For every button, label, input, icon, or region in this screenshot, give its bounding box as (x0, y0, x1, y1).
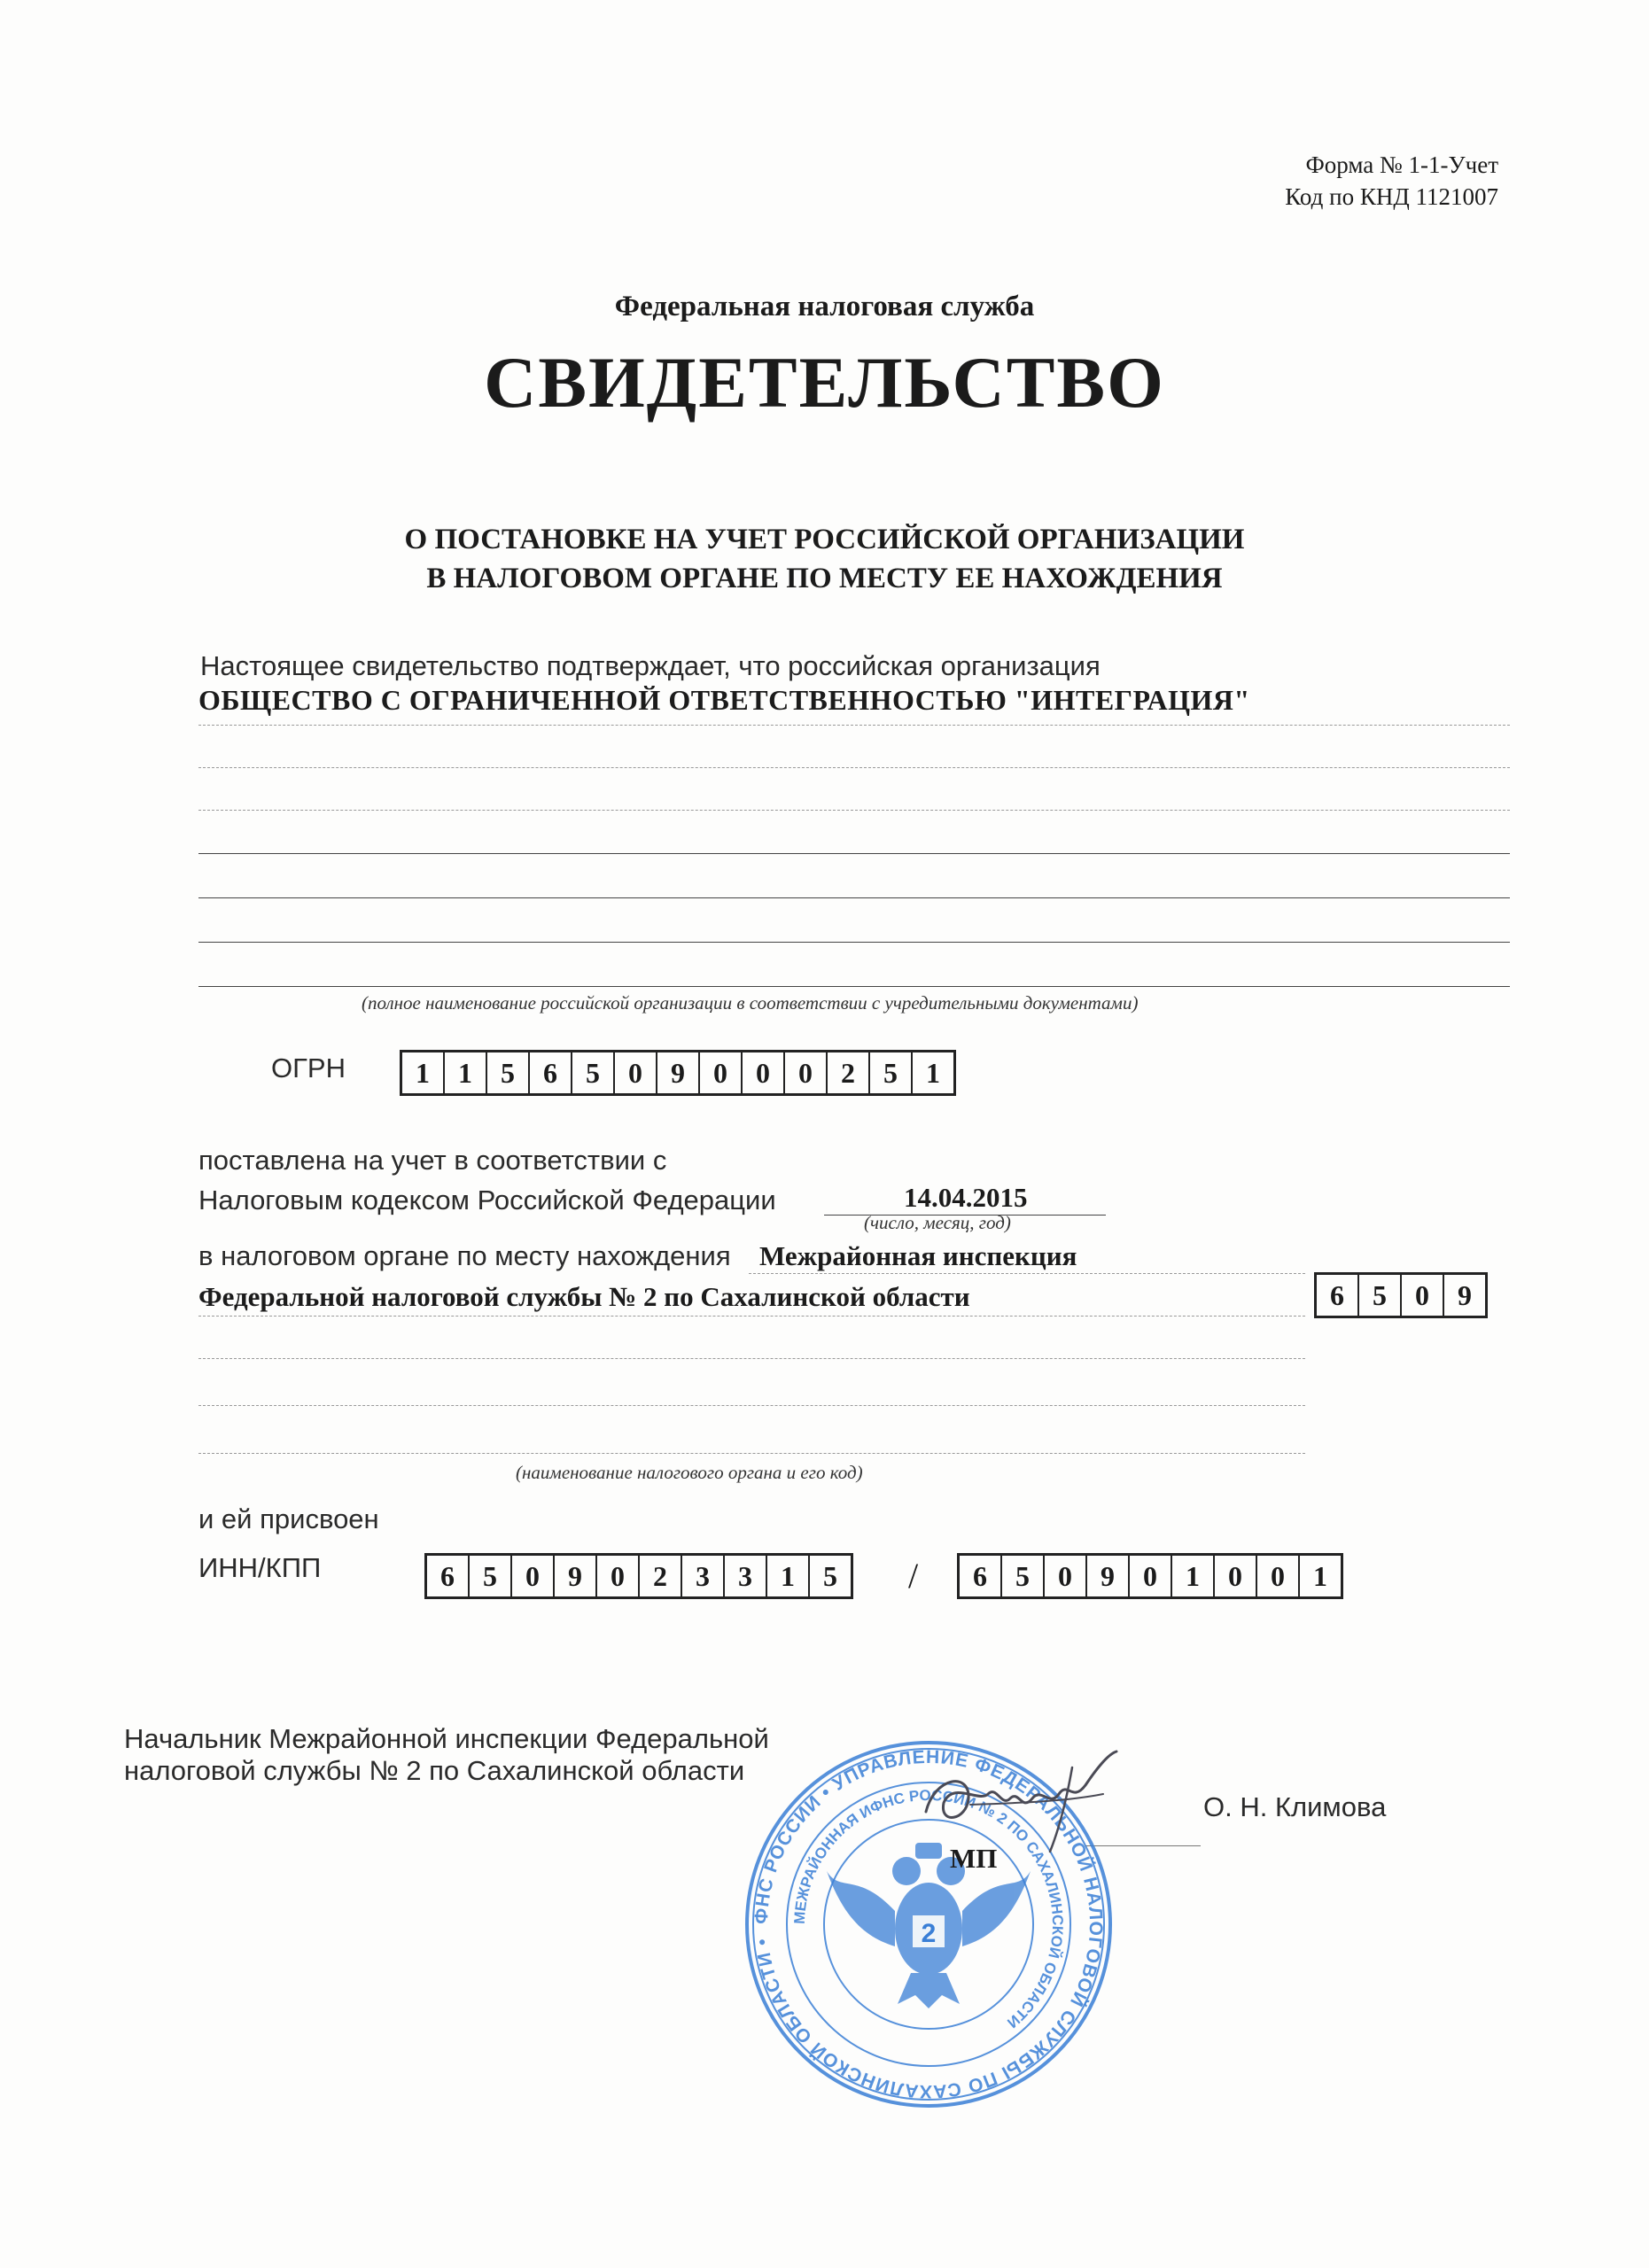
ogrn-label: ОГРН (271, 1052, 346, 1084)
place-label: в налоговом органе по месту нахождения (198, 1240, 731, 1271)
inn-kpp-separator: / (908, 1556, 919, 1596)
signatory-name: О. Н. Климова (1203, 1791, 1387, 1822)
handwritten-signature (917, 1750, 1121, 1856)
confirm-text: Настоящее свидетельство подтверждает, что российская организация (200, 650, 1101, 681)
ogrn-digit-6: 0 (615, 1052, 657, 1093)
authority-code-digit-4: 9 (1458, 1278, 1472, 1311)
kpp-digit-7: 0 (1215, 1556, 1257, 1596)
authority-code-digit-2: 5 (1359, 1275, 1402, 1316)
inn-cells (424, 1553, 853, 1599)
kpp-cells (957, 1553, 1343, 1599)
ogrn-digit-13: 1 (926, 1056, 940, 1089)
ogrn-digit-2: 1 (445, 1052, 487, 1093)
authority-code-digit-3: 0 (1402, 1275, 1444, 1316)
org-name-line-6 (198, 942, 1510, 943)
document-subtitle (0, 520, 1649, 598)
org-name-line-4 (198, 853, 1510, 854)
org-name-line-1 (198, 725, 1510, 726)
ogrn-digit-7: 9 (657, 1052, 700, 1093)
ogrn-digit-11: 2 (828, 1052, 870, 1093)
inn-digit-9: 1 (767, 1556, 810, 1596)
signatory-position-line-2: налоговой службы № 2 по Сахалинской области (124, 1755, 745, 1786)
authority-name-part-2: Федеральной налоговой службы № 2 по Сахалинской области (198, 1281, 970, 1312)
stamp-outer-text: ФНС РОССИИ • УПРАВЛЕНИЕ ФЕДЕРАЛЬНОЙ НАЛОГОВОЙ СЛУЖБЫ ПО САХАЛИНСКОЙ ОБЛАСТИ • (751, 1746, 1107, 2102)
signatory-position-line-1: Начальник Межрайонной инспекции Федеральной (124, 1723, 769, 1754)
authority-line-2 (198, 1358, 1305, 1359)
ogrn-cells (400, 1050, 956, 1096)
inn-digit-4: 9 (555, 1556, 597, 1596)
kpp-digit-6: 1 (1172, 1556, 1215, 1596)
ogrn-digit-12: 5 (870, 1052, 913, 1093)
authority-line-1 (198, 1316, 1305, 1317)
authority-line-top (749, 1273, 1305, 1274)
authority-name-part-1: Межрайонная инспекция (759, 1240, 1077, 1271)
subtitle-line-2: В НАЛОГОВОМ ОРГАНЕ ПО МЕСТУ ЕЕ НАХОЖДЕНИЯ (426, 563, 1223, 594)
inn-digit-1: 6 (427, 1556, 470, 1596)
org-name-line-7 (198, 986, 1510, 987)
form-number: Форма № 1-1-Учет (1305, 151, 1498, 178)
registration-line-1: поставлена на учет в соответствии с (198, 1145, 667, 1176)
ogrn-digit-3: 5 (487, 1052, 530, 1093)
inn-digit-7: 3 (682, 1556, 725, 1596)
inn-digit-2: 5 (470, 1556, 512, 1596)
org-name-line-5 (198, 897, 1510, 898)
inn-kpp-label: ИНН/КПП (198, 1552, 322, 1583)
ogrn-digit-5: 5 (572, 1052, 615, 1093)
authority-caption: (наименование налогового органа и его код) (516, 1462, 863, 1483)
inn-digit-8: 3 (725, 1556, 767, 1596)
authority-code-cells (1314, 1272, 1488, 1318)
kpp-digit-4: 9 (1087, 1556, 1130, 1596)
authority-line-4 (198, 1453, 1305, 1454)
ogrn-digit-10: 0 (785, 1052, 828, 1093)
date-caption: (число, месяц, год) (864, 1212, 1011, 1233)
organization-name: ОБЩЕСТВО С ОГРАНИЧЕННОЙ ОТВЕТСТВЕННОСТЬЮ "ИНТЕГРАЦИЯ" (198, 684, 1250, 716)
form-header (1285, 149, 1498, 213)
mp-label: МП (950, 1843, 998, 1874)
subtitle-line-1: О ПОСТАНОВКЕ НА УЧЕТ РОССИЙСКОЙ ОРГАНИЗАЦИИ (404, 524, 1245, 555)
kpp-digit-3: 0 (1045, 1556, 1087, 1596)
knd-code: Код по КНД 1121007 (1285, 183, 1498, 210)
ogrn-digit-1: 1 (402, 1052, 445, 1093)
document-title: СВИДЕТЕЛЬСТВО (484, 342, 1165, 423)
service-name: Федеральная налоговая служба (614, 291, 1035, 322)
inn-digit-3: 0 (512, 1556, 555, 1596)
stamp-number: 2 (921, 1919, 937, 1948)
authority-line-3 (198, 1405, 1305, 1406)
registration-date: 14.04.2015 (904, 1182, 1028, 1213)
kpp-digit-2: 5 (1002, 1556, 1045, 1596)
org-name-line-3 (198, 810, 1510, 811)
ogrn-digit-4: 6 (530, 1052, 572, 1093)
kpp-digit-9: 1 (1313, 1559, 1327, 1592)
ogrn-digit-8: 0 (700, 1052, 743, 1093)
kpp-digit-8: 0 (1257, 1556, 1300, 1596)
authority-code-digit-1: 6 (1317, 1275, 1359, 1316)
inn-digit-10: 5 (823, 1559, 837, 1592)
stamp-inner-text: МЕЖРАЙОННАЯ ИФНС РОССИИ № 2 ПО САХАЛИНСКОЙ ОБЛАСТИ (790, 1786, 1067, 2031)
registration-line-2: Налоговым кодексом Российской Федерации (198, 1184, 776, 1216)
ogrn-digit-9: 0 (743, 1052, 785, 1093)
inn-digit-6: 2 (640, 1556, 682, 1596)
inn-digit-5: 0 (597, 1556, 640, 1596)
signatory-position (124, 1723, 769, 1787)
org-name-line-2 (198, 767, 1510, 768)
org-name-caption: (полное наименование российской организации в соответствии с учредительными документами) (362, 992, 1139, 1014)
kpp-digit-1: 6 (960, 1556, 1002, 1596)
kpp-digit-5: 0 (1130, 1556, 1172, 1596)
assigned-label: и ей присвоен (198, 1503, 379, 1534)
